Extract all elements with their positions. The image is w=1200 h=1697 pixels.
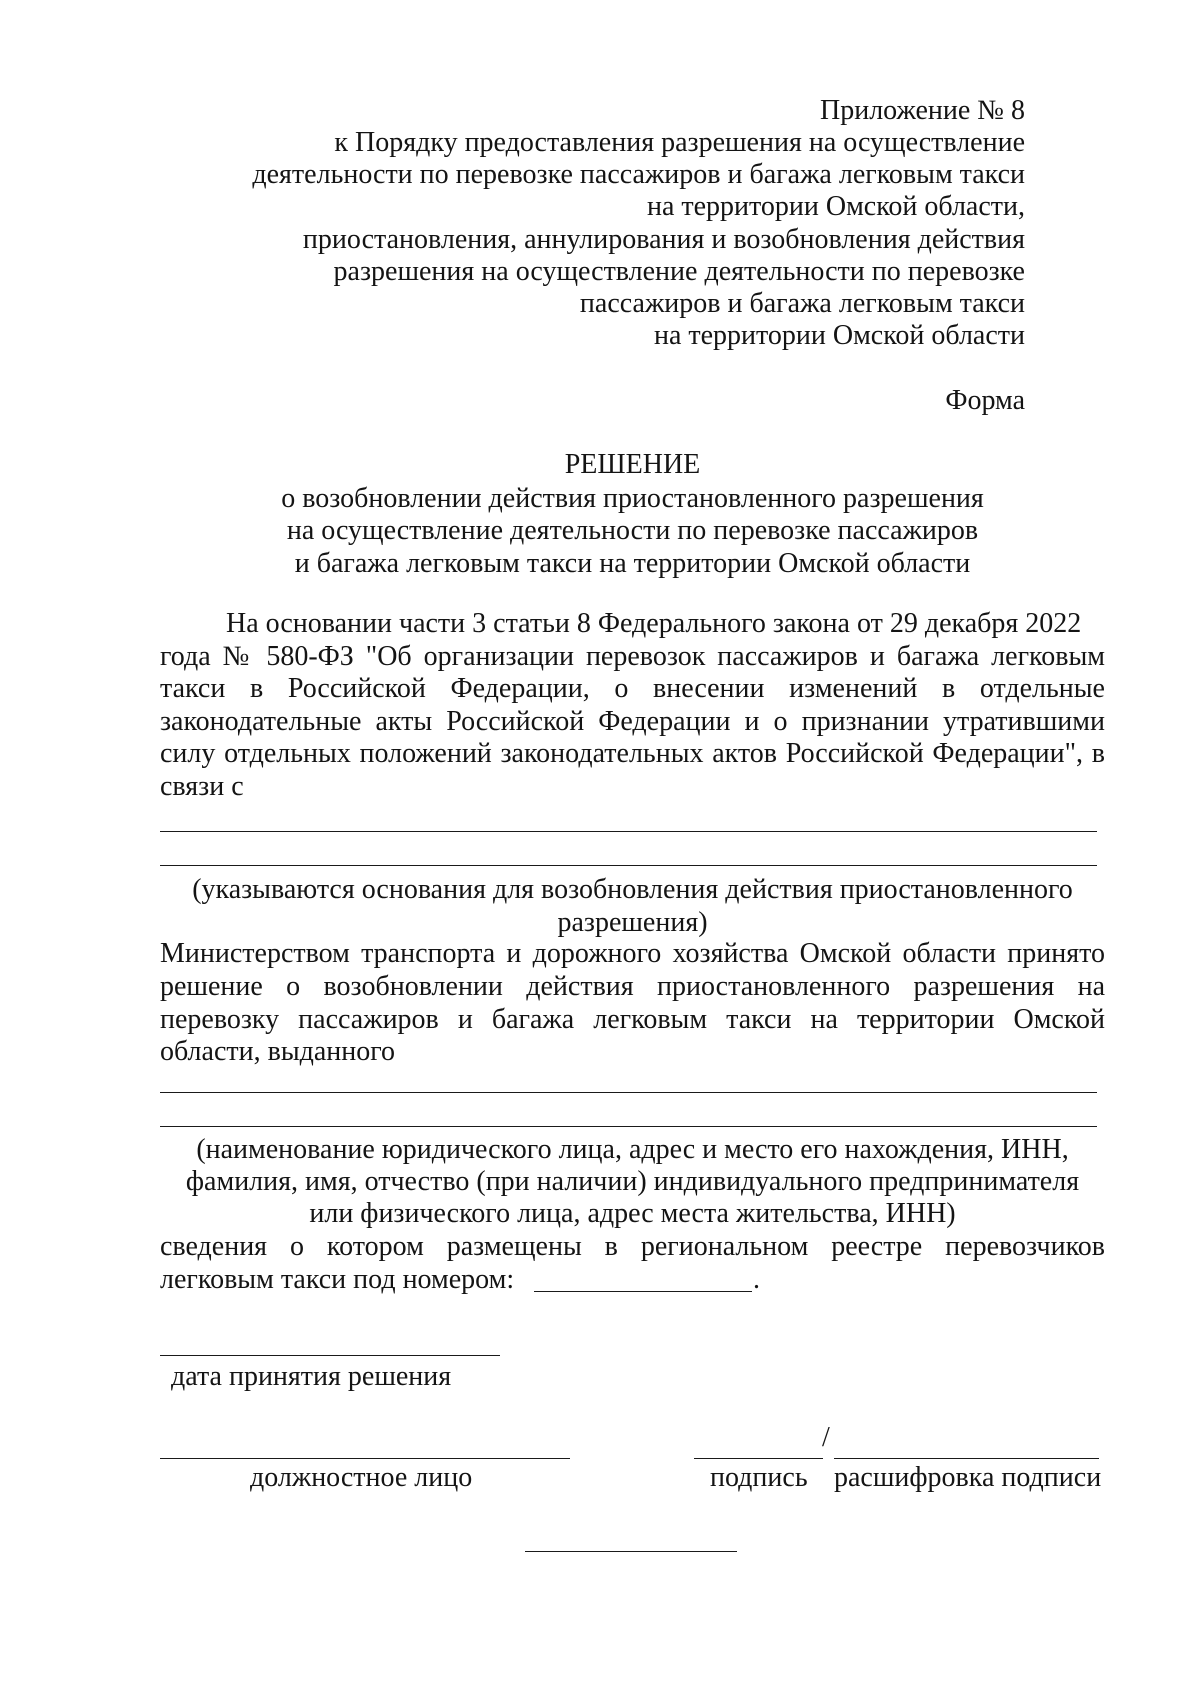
registry-number-field[interactable] (534, 1291, 752, 1292)
appendix-line: на территории Омской области (653, 320, 1025, 351)
hint-line: (указываются основания для возобновления действия приостановленного (192, 874, 1073, 905)
body-line: перевозку пассажиров и багажа легковым такси на территории Омской (160, 1004, 1105, 1035)
date-field[interactable] (160, 1355, 500, 1356)
form-label: Форма (945, 385, 1025, 416)
signature-field[interactable] (694, 1458, 823, 1459)
footer-divider (525, 1551, 737, 1552)
body-line: решение о возобновлении действия приостановленного разрешения на (160, 971, 1105, 1002)
appendix-line: приостановления, аннулирования и возобновления действия (302, 224, 1025, 255)
signature-label: подпись (710, 1462, 808, 1493)
fill-in-line[interactable] (160, 831, 1097, 832)
body-line: года № 580-ФЗ "Об организации перевозок пассажиров и багажа легковым (160, 641, 1105, 672)
hint-line: или физического лица, адрес места жительства, ИНН) (309, 1198, 956, 1229)
official-label: должностное лицо (250, 1462, 473, 1493)
title-line: на осуществление деятельности по перевозке пассажиров (286, 515, 979, 546)
fill-in-line[interactable] (160, 865, 1097, 866)
date-label: дата принятия решения (171, 1361, 452, 1392)
body-line: области, выданного (160, 1036, 396, 1067)
slash-separator: / (822, 1422, 830, 1453)
transcript-label: расшифровка подписи (834, 1462, 1102, 1493)
fill-in-line[interactable] (160, 1126, 1097, 1127)
appendix-line: к Порядку предоставления разрешения на осуществление (334, 127, 1025, 158)
body-line: сведения о котором размещены в региональном реестре перевозчиков (160, 1231, 1105, 1262)
transcript-field[interactable] (834, 1458, 1099, 1459)
title-heading: РЕШЕНИЕ (564, 449, 701, 480)
body-line: силу отдельных положений законодательных актов Российской Федерации", в (160, 738, 1105, 769)
appendix-line: Приложение № 8 (820, 95, 1025, 126)
body-line: Министерством транспорта и дорожного хозяйства Омской области принято (160, 938, 1105, 969)
hint-line: разрешения) (557, 907, 708, 938)
hint-line: (наименование юридического лица, адрес и место его нахождения, ИНН, (196, 1134, 1069, 1165)
official-field[interactable] (160, 1458, 570, 1459)
appendix-line: деятельности по перевозке пассажиров и багажа легковым такси (252, 159, 1025, 190)
end-period: . (753, 1264, 760, 1295)
hint-line: фамилия, имя, отчество (при наличии) индивидуального предпринимателя (185, 1166, 1080, 1197)
title-line: и багажа легковым такси на территории Омской области (294, 548, 971, 579)
appendix-line: разрешения на осуществление деятельности по перевозке (333, 256, 1025, 287)
fill-in-line[interactable] (160, 1092, 1097, 1093)
body-line: такси в Российской Федерации, о внесении изменений в отдельные (160, 673, 1105, 704)
body-line: На основании части 3 статьи 8 Федерального закона от 29 декабря 2022 (226, 608, 1082, 639)
title-line: о возобновлении действия приостановленного разрешения (281, 483, 984, 514)
body-line: связи с (160, 771, 244, 802)
body-line: законодательные акты Российской Федерации и о признании утратившими (160, 706, 1105, 737)
appendix-line: на территории Омской области, (646, 191, 1025, 222)
body-line: легковым такси под номером: (160, 1264, 515, 1295)
appendix-line: пассажиров и багажа легковым такси (579, 288, 1025, 319)
